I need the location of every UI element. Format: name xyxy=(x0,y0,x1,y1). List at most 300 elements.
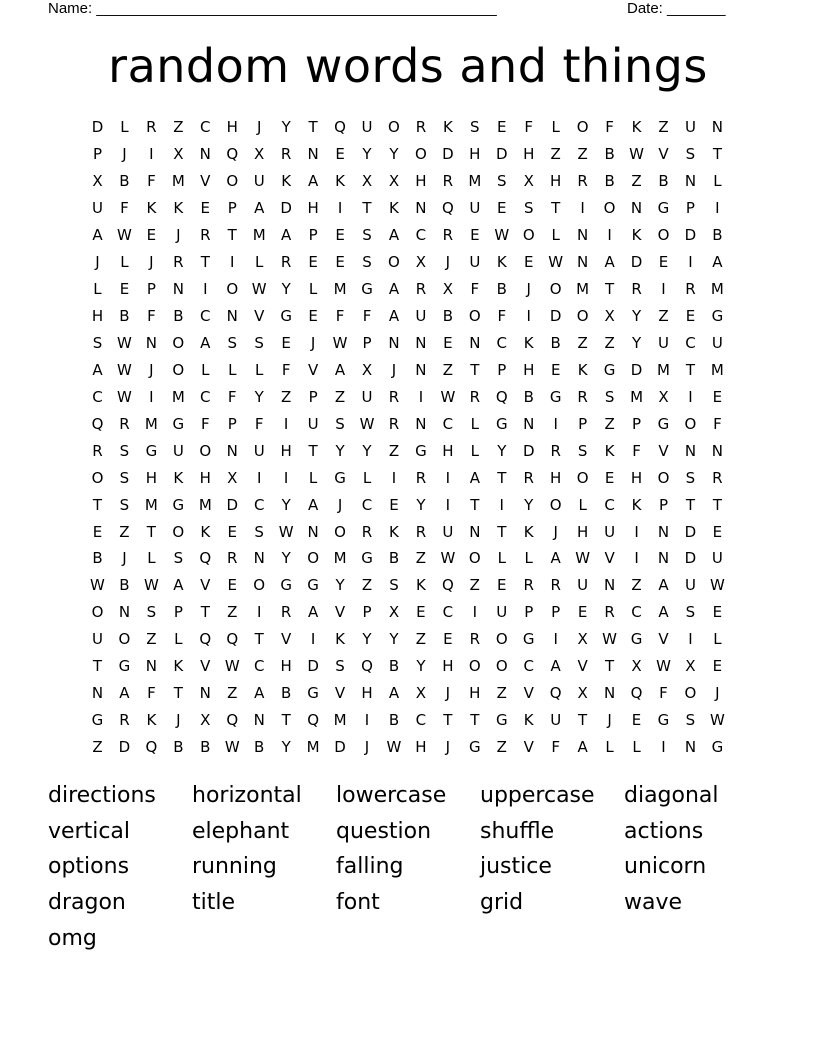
grid-letter: W xyxy=(602,630,617,649)
grid-letter: Q xyxy=(495,387,508,406)
grid-letter: K xyxy=(523,711,534,730)
grid-letter: G xyxy=(495,414,508,433)
grid-letter: C xyxy=(92,387,103,406)
grid-letter: L xyxy=(551,118,560,137)
grid-letter: O xyxy=(388,253,400,272)
grid-letter: H xyxy=(91,307,104,326)
grid-letter: G xyxy=(280,307,292,326)
grid-letter: T xyxy=(605,657,615,676)
grid-letter: W xyxy=(117,226,132,245)
grid-letter: B xyxy=(388,549,400,568)
grid-letter: A xyxy=(388,226,400,245)
grid-letter: G xyxy=(307,576,319,595)
grid-letter: M xyxy=(710,280,724,299)
grid-letter: O xyxy=(468,307,481,326)
grid-letter: K xyxy=(577,360,588,379)
grid-letter: E xyxy=(227,576,237,595)
grid-letter: L xyxy=(605,738,614,757)
grid-letter: E xyxy=(200,199,211,218)
grid-letter: H xyxy=(576,522,589,541)
grid-letter: Z xyxy=(469,576,480,595)
grid-letter: X xyxy=(442,280,453,299)
grid-letter: O xyxy=(576,468,589,487)
grid-letter: Z xyxy=(631,172,642,191)
grid-letter: C xyxy=(604,495,615,514)
grid-letter: S xyxy=(173,549,184,568)
grid-letter: I xyxy=(230,253,235,272)
grid-letter: K xyxy=(335,630,345,649)
grid-letter: I xyxy=(283,414,289,433)
word-list-item: uppercase xyxy=(480,783,595,809)
grid-letter: B xyxy=(523,387,534,406)
grid-letter: B xyxy=(442,307,454,326)
grid-letter: E xyxy=(335,253,345,272)
grid-letter: D xyxy=(684,226,697,245)
grid-letter: I xyxy=(661,738,666,757)
grid-letter: Z xyxy=(415,630,427,649)
grid-letter: A xyxy=(173,576,184,595)
grid-letter: N xyxy=(91,684,104,703)
grid-letter: X xyxy=(415,684,427,703)
grid-letter: K xyxy=(173,199,184,218)
grid-letter: C xyxy=(442,603,454,622)
grid-letter: J xyxy=(391,360,397,379)
grid-letter: X xyxy=(92,172,103,191)
grid-letter: N xyxy=(388,333,400,352)
grid-letter: T xyxy=(281,711,291,730)
word-list-item: grid xyxy=(480,890,524,916)
grid-letter: H xyxy=(226,118,238,137)
grid-letter: Z xyxy=(658,118,669,137)
grid-letter: N xyxy=(307,145,319,164)
grid-letter: F xyxy=(551,738,560,757)
grid-letter: R xyxy=(92,441,103,460)
grid-letter: R xyxy=(200,226,211,245)
grid-letter: O xyxy=(307,549,319,568)
grid-letter: O xyxy=(603,199,616,218)
grid-letter: G xyxy=(145,441,158,460)
grid-letter: Q xyxy=(199,549,212,568)
grid-letter: N xyxy=(603,576,616,595)
grid-letter: S xyxy=(362,253,372,272)
grid-letter: Z xyxy=(92,738,103,757)
grid-letter: X xyxy=(200,711,211,730)
grid-letter: G xyxy=(172,495,185,514)
grid-letter: C xyxy=(685,333,696,352)
grid-letter: E xyxy=(416,603,426,622)
grid-letter: J xyxy=(715,684,720,703)
grid-letter: P xyxy=(92,145,102,164)
word-list xyxy=(48,778,768,956)
grid-letter: U xyxy=(91,199,103,218)
word-list-item: wave xyxy=(624,890,683,916)
grid-letter: H xyxy=(523,360,535,379)
grid-letter: R xyxy=(577,172,588,191)
grid-letter: R xyxy=(388,414,400,433)
grid-letter: E xyxy=(497,118,507,137)
grid-letter: T xyxy=(92,495,103,514)
grid-letter: R xyxy=(415,280,427,299)
grid-letter: R xyxy=(442,172,454,191)
grid-letter: I xyxy=(688,387,693,406)
grid-letter: V xyxy=(658,145,669,164)
grid-letter: S xyxy=(254,333,264,352)
grid-letter: A xyxy=(658,576,669,595)
grid-letter: P xyxy=(632,414,642,433)
grid-letter: U xyxy=(550,711,562,730)
grid-letter: S xyxy=(227,333,237,352)
grid-letter: B xyxy=(119,172,130,191)
grid-letter: Q xyxy=(226,630,239,649)
grid-letter: I xyxy=(364,711,370,730)
grid-letter: O xyxy=(91,603,104,622)
grid-letter: R xyxy=(523,576,534,595)
grid-letter: G xyxy=(522,630,535,649)
grid-letter: H xyxy=(442,441,454,460)
grid-letter: R xyxy=(523,468,534,487)
grid-letter: K xyxy=(200,522,211,541)
grid-letter: R xyxy=(280,253,292,272)
grid-letter: K xyxy=(146,711,157,730)
grid-letter: A xyxy=(307,172,319,191)
grid-letter: F xyxy=(470,280,480,299)
grid-letter: Z xyxy=(577,333,588,352)
grid-letter: L xyxy=(255,360,264,379)
grid-letter: N xyxy=(711,118,724,137)
grid-letter: A xyxy=(200,333,211,352)
grid-letter: A xyxy=(712,253,723,272)
grid-letter: F xyxy=(200,414,210,433)
grid-letter: A xyxy=(577,738,588,757)
grid-letter: N xyxy=(199,145,211,164)
grid-letter: W xyxy=(656,657,671,676)
grid-letter: M xyxy=(171,172,185,191)
grid-letter: T xyxy=(497,522,507,541)
grid-letter: N xyxy=(684,738,697,757)
grid-letter: M xyxy=(630,387,644,406)
grid-letter: X xyxy=(415,253,427,272)
grid-letter: D xyxy=(684,549,697,568)
grid-letter: S xyxy=(335,657,345,676)
grid-letter: A xyxy=(254,684,265,703)
grid-letter: D xyxy=(226,495,239,514)
grid-letter: N xyxy=(415,414,427,433)
grid-letter: B xyxy=(604,145,615,164)
grid-letter: T xyxy=(146,522,156,541)
grid-letter: W xyxy=(278,522,294,541)
grid-letter: C xyxy=(253,495,265,514)
grid-letter: V xyxy=(200,576,211,595)
grid-letter: O xyxy=(495,630,508,649)
grid-letter: L xyxy=(470,414,479,433)
grid-letter: O xyxy=(522,226,535,245)
grid-letter: Q xyxy=(226,711,239,730)
grid-letter: A xyxy=(658,603,669,622)
grid-letter: B xyxy=(388,711,400,730)
grid-letter: K xyxy=(173,468,184,487)
grid-letter: F xyxy=(659,684,668,703)
grid-letter: Y xyxy=(389,145,399,164)
grid-letter: R xyxy=(119,414,130,433)
grid-letter: A xyxy=(92,360,103,379)
grid-letter: L xyxy=(362,468,372,487)
grid-letter: L xyxy=(524,549,533,568)
grid-letter: Y xyxy=(631,307,642,326)
grid-letter: U xyxy=(253,172,265,191)
grid-letter: C xyxy=(361,495,373,514)
grid-letter: R xyxy=(280,145,292,164)
grid-letter: T xyxy=(712,145,722,164)
grid-letter: Y xyxy=(389,630,399,649)
grid-letter: H xyxy=(415,172,427,191)
grid-letter: T xyxy=(497,468,507,487)
grid-letter: A xyxy=(388,684,400,703)
grid-letter: I xyxy=(337,199,343,218)
grid-letter: C xyxy=(496,333,508,352)
grid-letter: E xyxy=(119,280,130,299)
grid-letter: I xyxy=(607,226,612,245)
grid-letter: H xyxy=(199,468,211,487)
grid-letter: E xyxy=(335,145,345,164)
grid-letter: I xyxy=(499,495,504,514)
grid-letter: A xyxy=(307,603,319,622)
grid-letter: R xyxy=(415,468,427,487)
grid-letter: W xyxy=(709,576,725,595)
grid-letter: Z xyxy=(415,549,427,568)
grid-letter: X xyxy=(523,172,534,191)
grid-letter: K xyxy=(173,657,184,676)
grid-letter: V xyxy=(523,684,534,703)
grid-letter: K xyxy=(389,522,399,541)
grid-letter: A xyxy=(388,307,400,326)
grid-letter: U xyxy=(91,630,103,649)
grid-letter: L xyxy=(578,495,587,514)
grid-letter: I xyxy=(203,280,208,299)
grid-letter: X xyxy=(361,360,373,379)
grid-letter: R xyxy=(227,549,238,568)
grid-letter: P xyxy=(578,414,588,433)
word-list-item: font xyxy=(336,890,380,916)
grid-letter: N xyxy=(307,522,319,541)
grid-letter: X xyxy=(388,172,400,191)
grid-letter: I xyxy=(149,387,154,406)
grid-letter: Z xyxy=(496,684,507,703)
grid-letter: T xyxy=(362,199,372,218)
grid-letter: B xyxy=(254,738,265,757)
grid-letter: I xyxy=(553,414,558,433)
grid-letter: E xyxy=(308,307,318,326)
grid-letter: E xyxy=(712,603,723,622)
grid-letter: T xyxy=(200,603,210,622)
grid-letter: J xyxy=(553,522,558,541)
grid-letter: Z xyxy=(604,414,615,433)
grid-letter: N xyxy=(145,333,157,352)
grid-letter: N xyxy=(657,549,670,568)
grid-letter: G xyxy=(334,468,346,487)
grid-letter: J xyxy=(122,549,127,568)
word-list-item: diagonal xyxy=(624,783,719,809)
grid-letter: G xyxy=(307,684,319,703)
grid-letter: E xyxy=(389,495,399,514)
grid-letter: C xyxy=(200,118,211,137)
grid-letter: H xyxy=(280,657,292,676)
grid-letter: W xyxy=(386,738,402,757)
word-list-item: title xyxy=(192,890,236,916)
grid-letter: C xyxy=(200,307,211,326)
grid-letter: K xyxy=(442,118,453,137)
grid-letter: I xyxy=(310,630,316,649)
grid-letter: T xyxy=(443,711,453,730)
grid-letter: E xyxy=(523,253,534,272)
grid-letter: S xyxy=(254,522,264,541)
grid-letter: S xyxy=(577,441,588,460)
grid-letter: J xyxy=(445,253,451,272)
grid-letter: Z xyxy=(631,576,642,595)
grid-letter: X xyxy=(604,307,615,326)
name-field-label: Name: ________________________________________________ xyxy=(48,0,497,17)
grid-letter: T xyxy=(685,360,696,379)
grid-letter: V xyxy=(200,657,211,676)
grid-letter: E xyxy=(712,387,723,406)
grid-letter: W xyxy=(117,387,132,406)
grid-letter: Z xyxy=(227,684,238,703)
grid-letter: Z xyxy=(442,360,453,379)
grid-letter: K xyxy=(523,522,534,541)
grid-letter: O xyxy=(468,549,481,568)
grid-letter: U xyxy=(658,333,669,352)
grid-letter: G xyxy=(91,711,104,730)
grid-letter: H xyxy=(630,468,643,487)
grid-letter: F xyxy=(120,199,129,218)
grid-letter: X xyxy=(227,468,238,487)
grid-letter: N xyxy=(523,414,535,433)
grid-letter: M xyxy=(468,172,482,191)
grid-letter: L xyxy=(308,280,318,299)
grid-letter: J xyxy=(122,145,127,164)
grid-letter: N xyxy=(630,199,643,218)
grid-letter: N xyxy=(199,684,211,703)
grid-letter: L xyxy=(713,630,722,649)
grid-letter: V xyxy=(334,684,346,703)
grid-letter: X xyxy=(388,603,400,622)
grid-letter: J xyxy=(176,226,181,245)
grid-letter: A xyxy=(604,253,615,272)
grid-letter: S xyxy=(119,495,130,514)
grid-letter: N xyxy=(711,441,724,460)
grid-letter: E xyxy=(470,226,480,245)
grid-letter: O xyxy=(199,441,212,460)
word-list-item: justice xyxy=(480,854,552,880)
grid-letter: Q xyxy=(91,414,104,433)
grid-letter: T xyxy=(200,253,210,272)
grid-letter: O xyxy=(226,280,239,299)
grid-letter: P xyxy=(227,199,237,218)
grid-letter: W xyxy=(117,333,132,352)
grid-letter: I xyxy=(634,522,639,541)
grid-letter: O xyxy=(576,307,589,326)
grid-letter: D xyxy=(684,522,697,541)
grid-letter: U xyxy=(361,118,373,137)
grid-letter: I xyxy=(580,199,585,218)
grid-letter: A xyxy=(119,684,130,703)
grid-letter: G xyxy=(711,738,724,757)
grid-letter: M xyxy=(333,711,347,730)
grid-letter: I xyxy=(445,495,451,514)
grid-letter: B xyxy=(604,172,615,191)
grid-letter: M xyxy=(306,738,320,757)
header xyxy=(48,0,748,20)
grid-letter: O xyxy=(684,684,697,703)
grid-letter: T xyxy=(470,360,480,379)
grid-letter: R xyxy=(146,118,157,137)
grid-letter: R xyxy=(119,711,130,730)
grid-letter: X xyxy=(577,630,588,649)
grid-letter: T xyxy=(227,226,237,245)
grid-letter: F xyxy=(605,118,614,137)
word-list-item: lowercase xyxy=(336,783,447,809)
grid-letter: C xyxy=(523,657,534,676)
grid-letter: U xyxy=(684,118,696,137)
grid-letter: B xyxy=(173,307,184,326)
grid-letter: J xyxy=(149,360,154,379)
grid-letter: M xyxy=(657,360,670,379)
grid-letter: O xyxy=(226,172,239,191)
grid-letter: R xyxy=(631,280,642,299)
grid-letter: U xyxy=(604,522,616,541)
grid-letter: V xyxy=(307,360,319,379)
grid-letter: W xyxy=(251,280,267,299)
word-list-item: running xyxy=(192,854,277,880)
grid-letter: W xyxy=(117,360,132,379)
grid-letter: T xyxy=(470,495,480,514)
grid-letter: E xyxy=(443,630,453,649)
grid-letter: Y xyxy=(254,387,264,406)
grid-letter: F xyxy=(281,360,291,379)
grid-letter: D xyxy=(495,145,508,164)
grid-letter: F xyxy=(713,414,722,433)
grid-letter: B xyxy=(119,307,130,326)
grid-letter: A xyxy=(92,226,103,245)
grid-letter: S xyxy=(119,441,130,460)
grid-letter: W xyxy=(440,549,456,568)
grid-letter: I xyxy=(553,630,558,649)
grid-letter: W xyxy=(709,711,725,730)
grid-letter: O xyxy=(172,522,185,541)
grid-letter: J xyxy=(149,253,154,272)
grid-letter: M xyxy=(252,226,266,245)
grid-letter: L xyxy=(93,280,102,299)
grid-letter: V xyxy=(604,549,615,568)
grid-letter: G xyxy=(118,657,131,676)
grid-letter: C xyxy=(631,603,642,622)
grid-letter: T xyxy=(578,711,588,730)
date-field-label: Date: _______ xyxy=(627,0,726,17)
grid-letter: D xyxy=(549,307,562,326)
grid-letter: L xyxy=(308,468,318,487)
grid-letter: Y xyxy=(416,657,426,676)
grid-letter: S xyxy=(362,226,372,245)
grid-letter: R xyxy=(280,603,292,622)
grid-letter: I xyxy=(283,468,289,487)
grid-letter: G xyxy=(711,307,724,326)
grid-letter: V xyxy=(334,603,346,622)
grid-letter: G xyxy=(657,711,670,730)
grid-letter: Y xyxy=(281,738,291,757)
grid-letter: P xyxy=(362,603,372,622)
grid-letter: N xyxy=(415,199,427,218)
grid-letter: J xyxy=(310,333,316,352)
grid-letter: T xyxy=(551,199,561,218)
